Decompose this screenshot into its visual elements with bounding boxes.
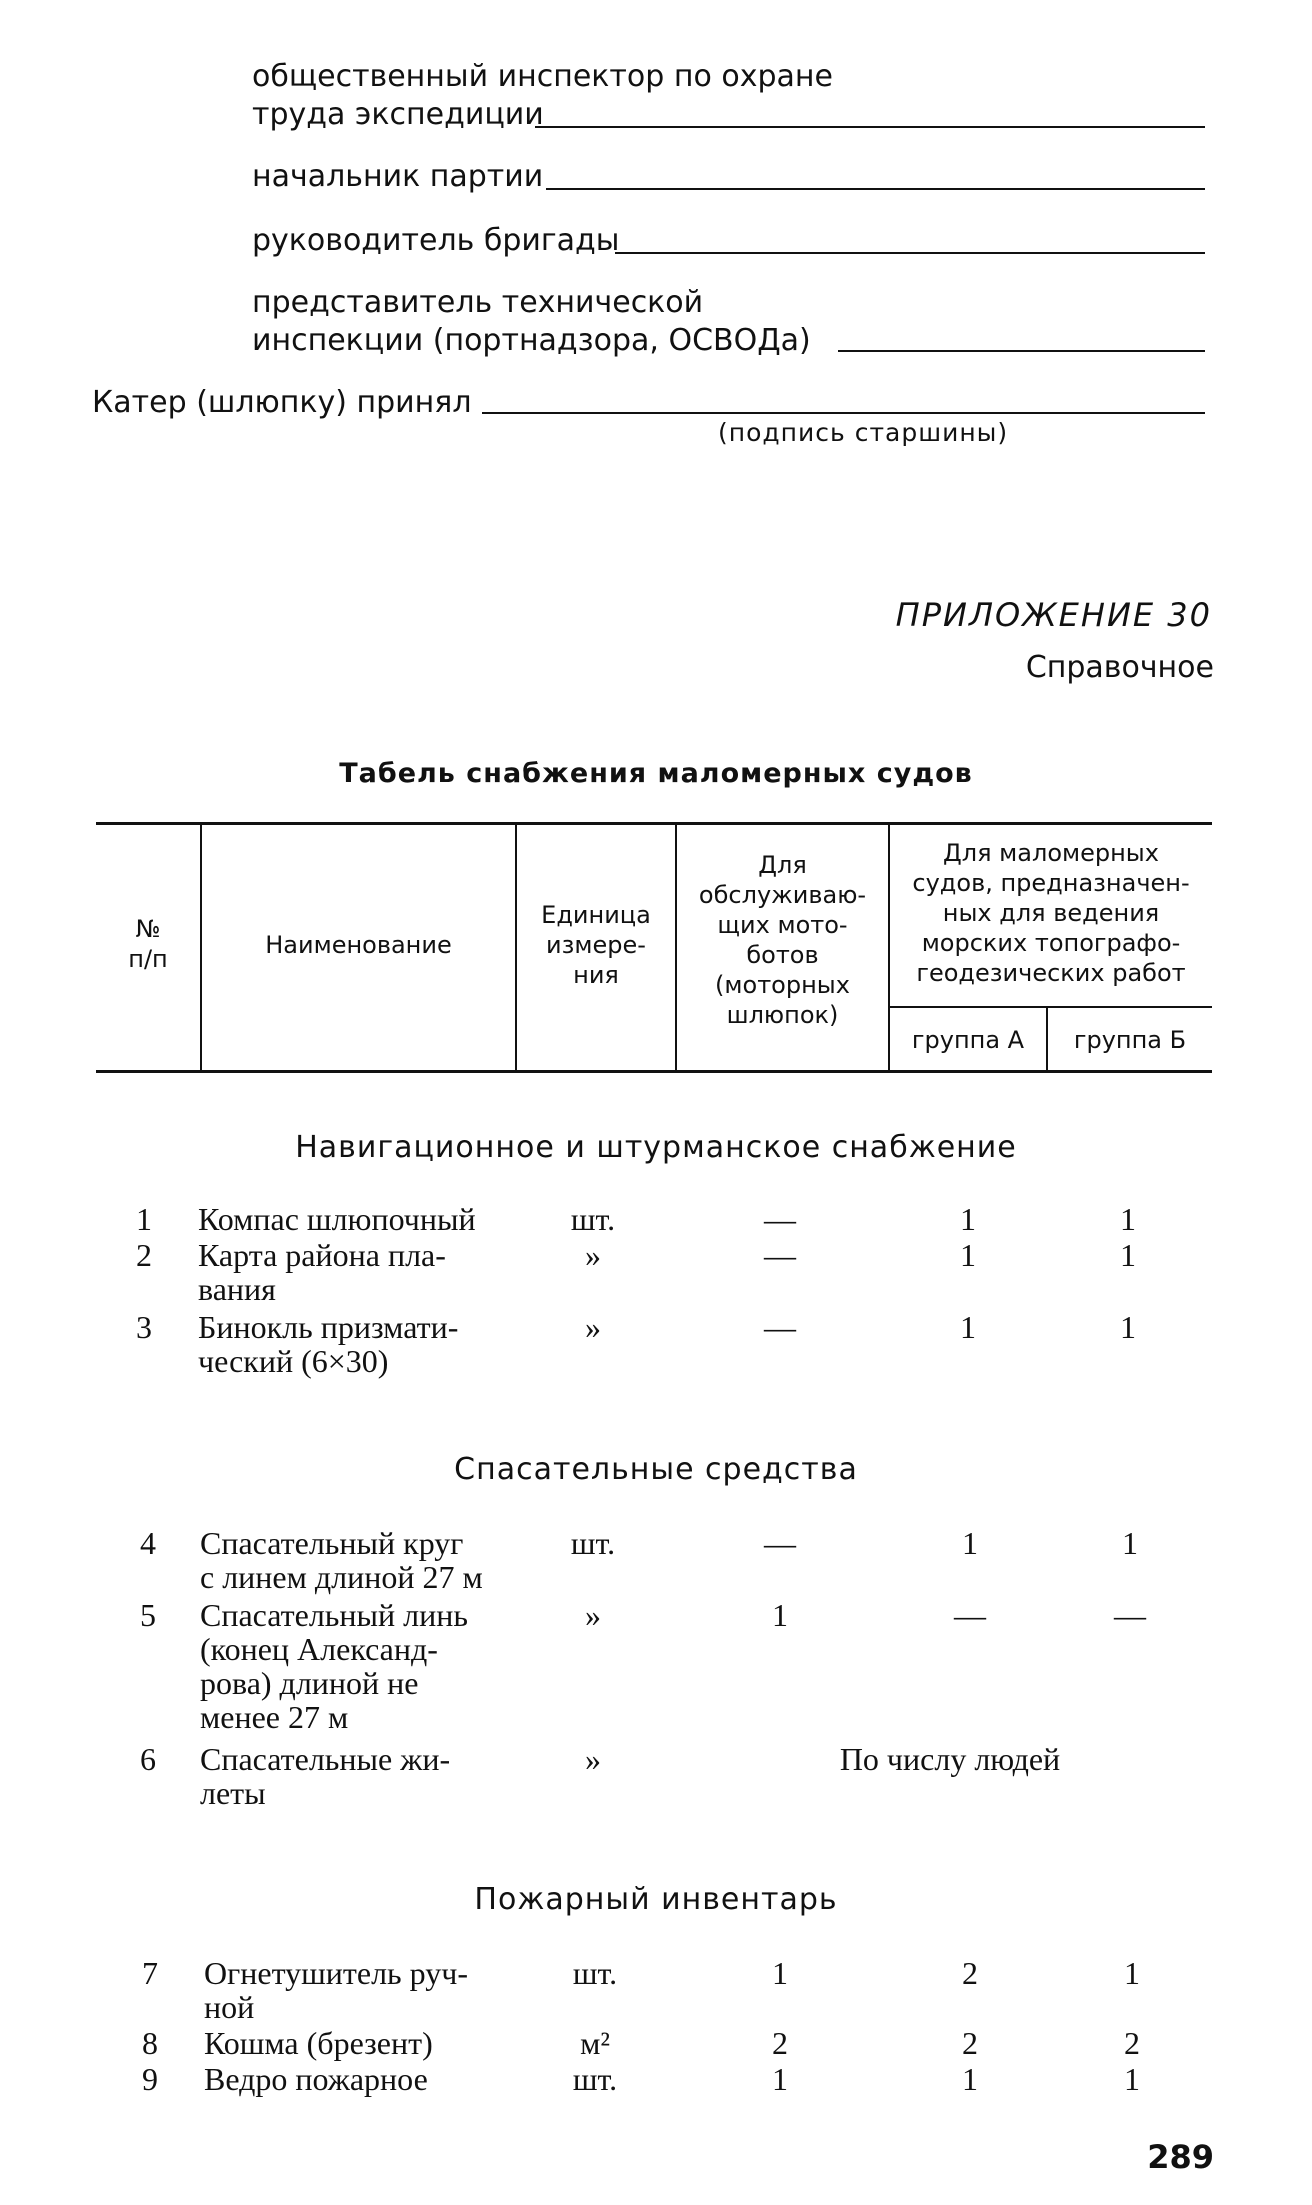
tech-inspection-label-line1: представитель технической	[252, 285, 704, 320]
accepted-signature-line	[482, 412, 1205, 414]
row-name: Спасательный линь (конец Александ- рова) длиной не менее 27 м	[200, 1597, 468, 1735]
header-group-b: группа Б	[1073, 1026, 1187, 1054]
appendix-title: ПРИЛОЖЕНИЕ 30	[895, 596, 1212, 634]
row-group-b: 1	[1122, 1525, 1138, 1561]
row-unit: »	[585, 1309, 601, 1345]
header-bottom-rule	[96, 1070, 1212, 1073]
party-chief-signature-line	[546, 188, 1205, 190]
tech-inspection-label-line2: инспекции (портнадзора, ОСВОДа)	[252, 323, 811, 358]
row-name: Спасательные жи- леты	[200, 1741, 451, 1811]
row-num: 7	[142, 1955, 158, 1991]
inspector-label-line1: общественный инспектор по охране	[252, 59, 833, 94]
row-motor: —	[764, 1525, 796, 1561]
row-num: 6	[140, 1741, 156, 1777]
row-num: 4	[140, 1525, 156, 1561]
row-unit: шт.	[570, 1525, 616, 1561]
accepted-note: (подпись старшины)	[718, 418, 1009, 447]
row-unit: »	[585, 1741, 601, 1777]
row-unit: »	[585, 1597, 601, 1633]
row-group-a: 1	[962, 1525, 978, 1561]
row-unit: шт.	[572, 1955, 618, 1991]
row-group-b: 1	[1120, 1201, 1136, 1237]
row-group-a: 1	[960, 1237, 976, 1273]
row-group-a: 2	[962, 1955, 978, 1991]
row-group-b: —	[1114, 1597, 1146, 1633]
tech-inspection-signature-line	[838, 350, 1205, 352]
row-group-b: 1	[1124, 2061, 1140, 2097]
row-name: Бинокль призмати- ческий (6×30)	[198, 1309, 459, 1379]
row-unit: м²	[580, 2025, 610, 2061]
header-unit: Единица измере- ния	[541, 901, 651, 989]
row-num: 5	[140, 1597, 156, 1633]
row-name: Компас шлюпочный	[198, 1201, 476, 1237]
row-motor: —	[764, 1237, 796, 1273]
row-motor: —	[764, 1309, 796, 1345]
row-motor: 1	[772, 2061, 788, 2097]
row-num: 9	[142, 2061, 158, 2097]
row-num: 1	[136, 1201, 152, 1237]
inspector-signature-line	[535, 126, 1205, 128]
brigade-leader-signature-line	[615, 252, 1205, 254]
row-name: Ведро пожарное	[204, 2061, 428, 2097]
header-group-a: группа А	[911, 1026, 1025, 1054]
party-chief-label: начальник партии	[252, 159, 544, 194]
row-unit: шт.	[570, 1201, 616, 1237]
row-num: 3	[136, 1309, 152, 1345]
header-small-vessels: Для маломерных судов, предназначен- ных для ведения морских топографо- геодезических работ	[912, 839, 1190, 987]
page-number: 289	[1147, 2138, 1214, 2176]
row-name: Огнетушитель руч- ной	[204, 1955, 468, 2025]
brigade-leader-label: руководитель бригады	[252, 223, 620, 258]
row-group-a: 1	[962, 2061, 978, 2097]
row-group-b: 2	[1124, 2025, 1140, 2061]
table-title: Табель снабжения маломерных судов	[339, 758, 973, 789]
row-group-b: 1	[1120, 1309, 1136, 1345]
section-title-lifesaving: Спасательные средства	[454, 1452, 858, 1487]
row-group-b: 1	[1124, 1955, 1140, 1991]
appendix-type: Справочное	[1025, 650, 1214, 685]
row-group-a: —	[954, 1597, 986, 1633]
row-name: Кошма (брезент)	[204, 2025, 433, 2061]
row-motor: 1	[772, 1597, 788, 1633]
row-unit: шт.	[572, 2061, 618, 2097]
row-num: 8	[142, 2025, 158, 2061]
row-group-a: 1	[960, 1309, 976, 1345]
row-group-b: 1	[1120, 1237, 1136, 1273]
row-unit: »	[585, 1237, 601, 1273]
row-name: Карта района пла- вания	[198, 1237, 446, 1307]
header-top-rule	[96, 822, 1212, 825]
row-motor: 1	[772, 1955, 788, 1991]
header-name: Наименование	[265, 931, 452, 959]
row-group-a: 1	[960, 1201, 976, 1237]
inspector-label-line2: труда экспедиции	[252, 97, 544, 132]
section-title-navigation: Навигационное и штурманское снабжение	[295, 1130, 1017, 1165]
row-motor: —	[764, 1201, 796, 1237]
header-num: № п/п	[128, 915, 168, 973]
row-num: 2	[136, 1237, 152, 1273]
row-merged-value: По числу людей	[839, 1741, 1061, 1777]
accepted-label: Катер (шлюпку) принял	[92, 385, 472, 420]
header-subgroup-rule	[888, 1006, 1212, 1008]
row-motor: 2	[772, 2025, 788, 2061]
row-name: Спасательный круг с линем длиной 27 м	[200, 1525, 483, 1595]
section-title-fire: Пожарный инвентарь	[474, 1882, 838, 1917]
header-motorboats: Для обслуживаю- щих мото- ботов (моторных шлюпок)	[698, 851, 867, 1029]
row-group-a: 2	[962, 2025, 978, 2061]
